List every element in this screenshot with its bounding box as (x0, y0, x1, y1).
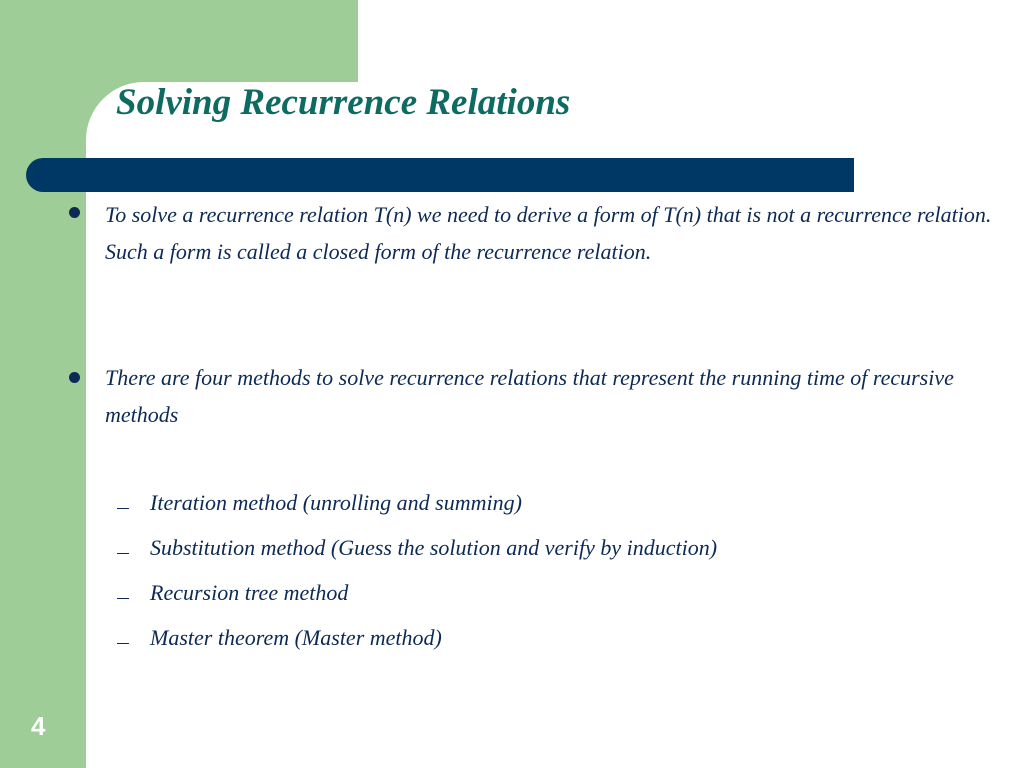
sub-item-substitution-method: Substitution method (Guess the solution and verify by induction) (150, 535, 718, 560)
bullet-four-methods: There are four methods to solve recurrence relations that represent the running time of recursive methods (105, 365, 954, 427)
sub-item-master-theorem: Master theorem (Master method) (150, 625, 442, 650)
page-number: 4 (31, 711, 46, 741)
sub-item-iteration-method: Iteration method (unrolling and summing) (150, 490, 522, 515)
dash-icon (117, 598, 129, 599)
bullet-dot-icon (69, 207, 80, 218)
title-underline-bar (26, 158, 854, 192)
dash-icon (117, 553, 129, 554)
dash-icon (117, 643, 129, 644)
sub-item-recursion-tree-method: Recursion tree method (150, 580, 349, 605)
bullet-closed-form: To solve a recurrence relation T(n) we need to derive a form of T(n) that is not a recurrence relation. Such a form is called a closed form of the recurrence relation. (105, 202, 992, 264)
dash-icon (117, 508, 129, 509)
bullet-dot-icon (69, 372, 80, 383)
slide-title: Solving Recurrence Relations (116, 82, 571, 123)
